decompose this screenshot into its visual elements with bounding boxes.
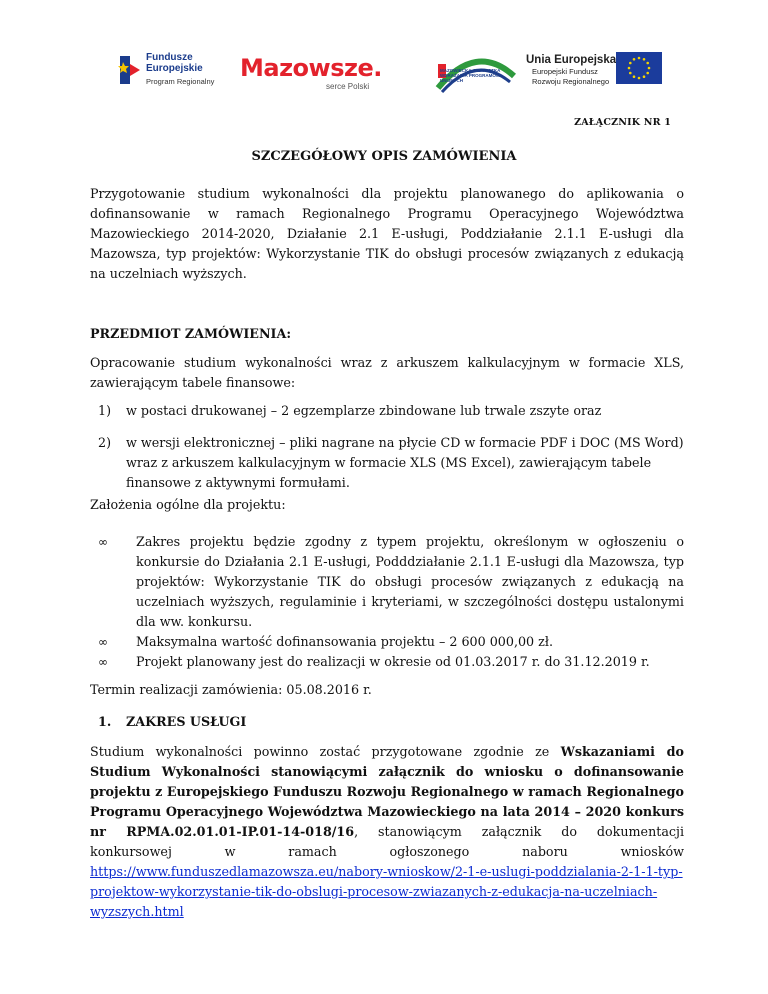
deadline-paragraph: Termin realizacji zamówienia: 05.08.2016 r. <box>90 682 372 697</box>
section-heading <box>98 714 246 729</box>
bullet-item <box>98 652 684 672</box>
logo-bar <box>118 44 658 100</box>
scope-post: , stanowiącym załącznik do dokumentacji konkursowej w ramach ogłoszonego naboru wniosków <box>90 824 684 859</box>
mjwpu-logo <box>420 44 530 100</box>
subject-paragraph: Opracowanie studium wykonalności wraz z arkuszem kalkulacyjnym w formacie XLS, zawierającym tabele finansowe: <box>90 355 684 390</box>
bullet-text: Maksymalna wartość dofinansowania projektu – 2 600 000,00 zł. <box>136 634 553 649</box>
mazowsze-tagline: serce Polski <box>326 82 370 91</box>
scope-paragraph <box>90 742 684 922</box>
list-number: 1) <box>98 403 112 418</box>
mazowsze-wordmark: Mazowsze. <box>240 54 382 82</box>
bullet-item <box>98 532 684 632</box>
intro-paragraph: Przygotowanie studium wykonalności dla projektu planowanego do aplikowania o dofinansowanie w ramach Regionalnego Programu Operacyjnego Województwa Mazowieckiego 2014-2020, Działanie 2.1 E-usługi, Poddziałanie 2.1.1 E-usługi dla Mazowsza, typ projektów: Wykorzystanie TIK do obsługi procesów związanych z edukacją na uczelniach wyższych. <box>90 186 684 281</box>
assumptions-list <box>98 532 684 672</box>
list-item <box>98 401 684 421</box>
bullet-text: Zakres projektu będzie zgodny z typem projektu, określonym w ogłoszeniu o konkursie do Działania 2.1 E-usługi, Podddziałanie 2.1.1 E-usługi dla Mazowsza, typ projektów: Wykorzystanie TIK do obsługi procesów związanych z edukacją na uczelniach wyższych, regulaminie i kryteriami, w szczególności dostępu ustalonymi dla ww. konkursu. <box>136 534 684 629</box>
list-item <box>98 433 684 493</box>
subject-heading: PRZEDMIOT ZAMÓWIENIA: <box>90 326 292 341</box>
section-title: ZAKRES USŁUGI <box>126 714 247 729</box>
fe-star-icon <box>118 52 142 88</box>
infinity-bullet-icon: ∞ <box>98 535 108 549</box>
eu-flag-icon <box>616 52 662 84</box>
section-number: 1. <box>98 714 112 729</box>
scope-bold: Wskazaniami do Studium Wykonalności stanowiącymi załącznik do wniosku o dofinansowanie projektu z Europejskiego Funduszu Rozwoju Regionalnego w ramach Regionalnego Programu Operacyjnego Województwa Mazowieckiego na lata 2014 – 2020 konkurs nr RPMA.02.01.01-IP.01-14-018/16 <box>90 744 685 839</box>
assumptions-label: Założenia ogólne dla projektu: <box>90 497 286 512</box>
fundusze-europejskie-logo <box>118 44 228 100</box>
fe-line3: Program Regionalny <box>146 77 215 86</box>
scope-pre: Studium wykonalności powinno zostać przygotowane zgodnie ze <box>90 744 561 759</box>
document-title: SZCZEGÓŁOWY OPIS ZAMÓWIENIA <box>251 149 517 164</box>
bullet-text: Projekt planowany jest do realizacji w okresie od 01.03.2017 r. do 31.12.2019 r. <box>136 654 650 669</box>
mjwpu-text: MAZOWIECKA JEDNOSTKA WDRAŻANIA PROGRAMÓW UNIJNYCH <box>440 68 501 83</box>
mazowsze-logo <box>240 44 380 100</box>
competition-link[interactable]: https://www.funduszedlamazowsza.eu/nabory-wnioskow/2-1-e-uslugi-poddzialania-2-1-1-typ-projektow-wykorzystanie-tik-do-obslugi-procesow-zwiazanych-z-edukacja-na-uczelniach-wyzszych.html <box>90 864 683 919</box>
list-number: 2) <box>98 435 112 450</box>
eu-line2: Rozwoju Regionalnego <box>532 77 610 86</box>
fe-line1: Fundusze <box>146 52 193 63</box>
eu-title: Unia Europejska <box>526 54 617 66</box>
list-text: w wersji elektronicznej – pliki nagrane na płycie CD w formacie PDF i DOC (MS Word) wraz z arkuszem kalkulacyjnym w formacie XLS (MS Excel), zawierającym tabele finansowe z aktywnymi formułami. <box>126 435 684 490</box>
infinity-bullet-icon: ∞ <box>98 655 108 669</box>
eu-line1: Europejski Fundusz <box>532 67 598 76</box>
bullet-item <box>98 632 684 652</box>
fe-line2: Europejskie <box>146 63 203 74</box>
infinity-bullet-icon: ∞ <box>98 635 108 649</box>
annex-label: ZAŁĄCZNIK NR 1 <box>574 117 671 128</box>
list-text: w postaci drukowanej – 2 egzemplarze zbindowane lub trwale zszyte oraz <box>126 403 602 418</box>
eu-logo <box>526 44 666 100</box>
